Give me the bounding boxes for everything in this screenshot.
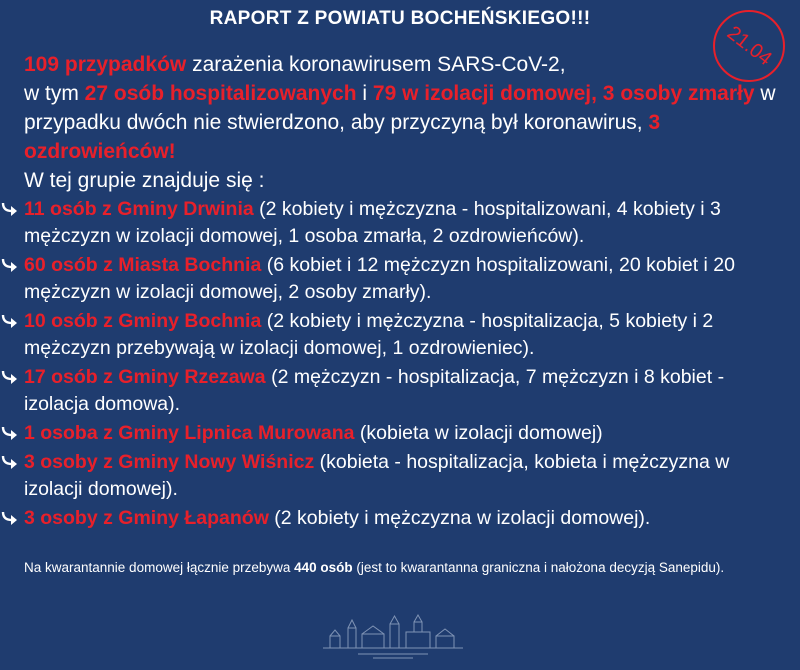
summary-text-2: w tym [24, 82, 85, 105]
curved-arrow-icon [1, 257, 21, 273]
list-item [24, 196, 780, 250]
list-item [24, 420, 780, 447]
summary-text-4: w przypadku dwóch nie stwierdzono, aby przyczyną był koronawirus, [24, 82, 776, 134]
curved-arrow-icon [1, 425, 21, 441]
curved-arrow-icon [1, 201, 21, 217]
list-item [24, 364, 780, 418]
page-title: RAPORT Z POWIATU BOCHEŃSKIEGO!!! [209, 8, 591, 29]
county-skyline-logo-icon [318, 612, 468, 662]
quarantine-count: 440 osób [294, 560, 353, 575]
summary-paragraph [24, 50, 780, 195]
municipality-name: 11 osób z Gminy Drwinia [24, 198, 254, 220]
summary-text-1: zarażenia koronawirusem SARS-CoV-2, [186, 53, 566, 76]
list-item [24, 449, 780, 503]
municipality-details: (kobieta - hospitalizacja, kobieta i mężczyzna w izolacji domowej). [24, 451, 730, 500]
quarantine-text-1: Na kwarantannie domowej łącznie przebywa [24, 560, 295, 575]
list-item [24, 308, 780, 362]
municipality-details: (6 kobiet i 12 mężczyzn hospitalizowani, 20 kobiet i 20 mężczyzn w izolacji domowej, 2 osoby zmarły). [24, 254, 735, 303]
group-intro: W tej grupie znajduje się : [24, 169, 265, 192]
municipality-name: 3 osoby z Gminy Łapanów [24, 507, 269, 529]
date-stamp-text: 21.04 [722, 21, 776, 70]
curved-arrow-icon [1, 369, 21, 385]
municipality-name: 3 osoby z Gminy Nowy Wiśnicz [24, 451, 315, 473]
isolation-deaths-count: 79 w izolacji domowej, 3 osoby zmarły [372, 82, 755, 105]
list-item [24, 252, 780, 306]
curved-arrow-icon [1, 454, 21, 470]
municipality-name: 1 osoba z Gminy Lipnica Murowana [24, 422, 355, 444]
municipality-details: (2 kobiety i mężczyzna - hospitalizowani, 4 kobiety i 3 mężczyzn w izolacji domowej, 1 osoba zmarła, 2 ozdrowieńców). [24, 198, 721, 247]
municipality-details: (2 kobiety i mężczyzna - hospitalizacja, 5 kobiety i 2 mężczyzn przebywają w izolacji domowej, 1 ozdrowieniec). [24, 310, 714, 359]
curved-arrow-icon [1, 313, 21, 329]
summary-text-3: i [356, 82, 373, 105]
list-item [24, 505, 780, 532]
municipality-details: (2 kobiety i mężczyzna w izolacji domowej). [268, 507, 651, 529]
municipality-details: (2 mężczyzn - hospitalizacja, 7 mężczyzn i 8 kobiet - izolacja domowa). [24, 366, 725, 415]
report-content [24, 50, 780, 532]
municipality-name: 17 osób z Gminy Rzezawa [24, 366, 266, 388]
municipality-list [24, 196, 780, 532]
quarantine-note [24, 558, 774, 578]
cases-count: 109 przypadków [24, 53, 187, 76]
municipality-name: 60 osób z Miasta Bochnia [24, 254, 262, 276]
recovered-count: 3 ozdrowieńców! [24, 111, 661, 163]
municipality-details: (kobieta w izolacji domowej) [354, 422, 603, 444]
hospitalized-count: 27 osób hospitalizowanych [84, 82, 357, 105]
quarantine-text-2: (jest to kwarantanna graniczna i nałożona decyzją Sanepidu). [352, 560, 725, 575]
municipality-name: 10 osób z Gminy Bochnia [24, 310, 262, 332]
curved-arrow-icon [1, 510, 21, 526]
